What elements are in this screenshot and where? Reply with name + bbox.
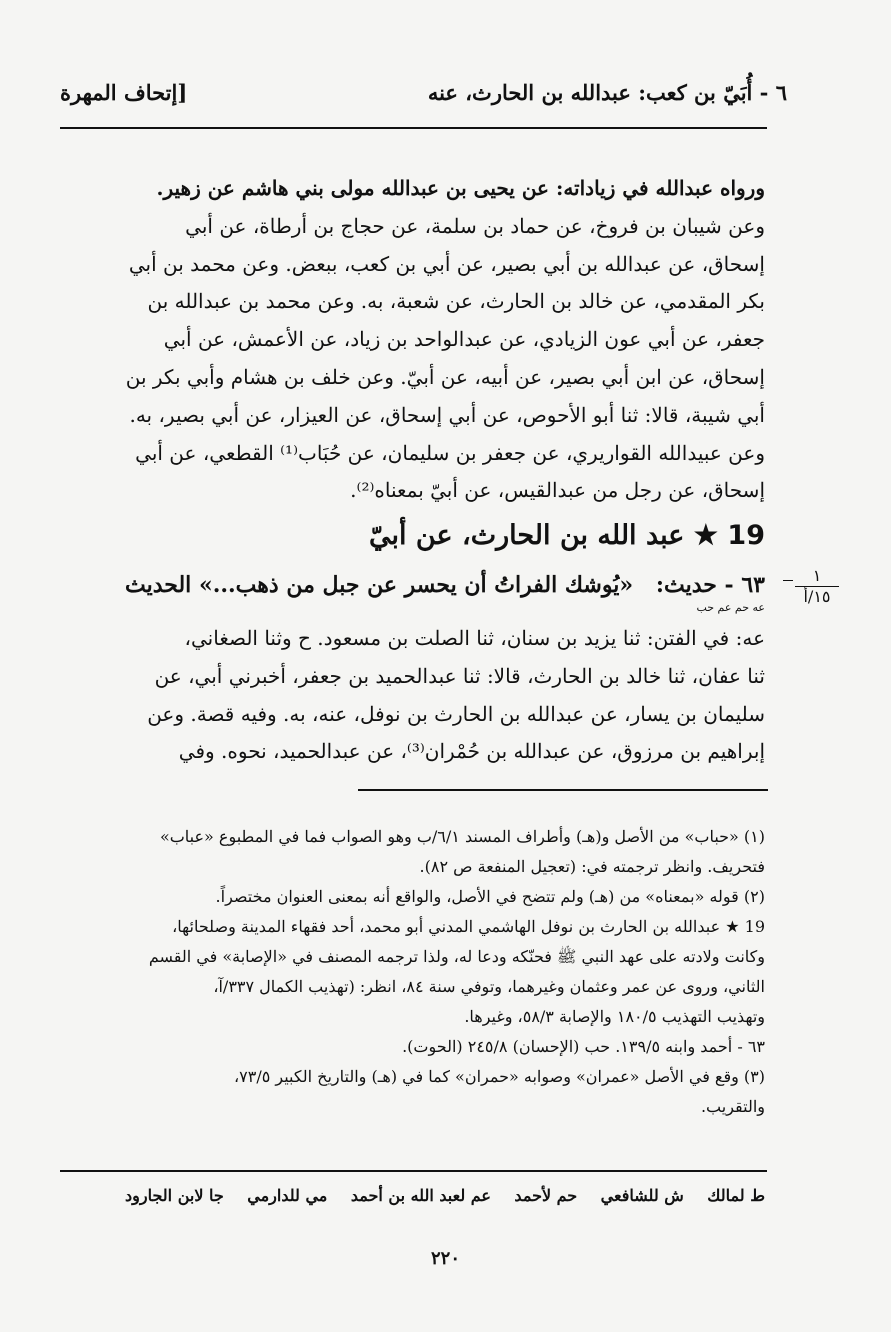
hadith-text: «يُوشك الفراتُ أن يحسر عن جبل من ذهب...» الحديث — [125, 572, 634, 598]
legend-item: جا لابن الجارود — [125, 1186, 224, 1205]
section-number: 19 — [727, 520, 765, 551]
body-line: ثنا عفان، ثنا خالد بن الحارث، قالا: ثنا عبدالحميد بن جعفر، أخبرني أبي، عن — [154, 663, 765, 688]
section-heading — [369, 520, 765, 551]
body-line: بكر المقدمي، عن خالد بن الحارث، عن شعبة، به. وعن محمد بن عبدالله بن — [147, 289, 765, 314]
body-line: سليمان بن يسار، عن عبدالله بن الحارث بن نوفل، عنه، به. وفيه قصة. وعن — [147, 701, 765, 726]
page-number: ٢٢٠ — [430, 1248, 460, 1269]
running-header-book: [إتحاف المهرة — [60, 80, 188, 105]
footnote-line: 19 ★ عبدالله بن الحارث بن نوفل الهاشمي المدني أبو محمد، أحد فقهاء المدينة وصلحائها، — [172, 917, 765, 936]
footnote-line: (١) «حباب» من الأصل و(هـ) وأطراف المسند ٦/١/ب وهو الصواب فما في المطبوع «عباب» — [159, 827, 765, 846]
body-line: جعفر، عن أبي عون الزيادي، عن عبدالواحد بن زياد، عن الأعمش، عن أبي — [163, 327, 765, 352]
body-line: عه: في الفتن: ثنا يزيد بن سنان، ثنا الصلت بن مسعود. ح وثنا الصغاني، — [184, 626, 765, 650]
footnote-rule — [358, 789, 768, 791]
footnote-line: فتحريف. وانظر ترجمته في: (تعجيل المنفعة ص ٨٢). — [419, 857, 765, 876]
header-rule — [60, 127, 767, 129]
footnote-line: وتهذيب التهذيب ١٨٠/٥ والإصابة ٥٨/٣، وغيرها. — [464, 1007, 765, 1026]
body-line: وعن عبيدالله القواريري، عن جعفر بن سليمان، عن حُبَاب⁽¹⁾ القطعي، عن أبي — [135, 440, 765, 465]
margin-dash — [783, 580, 793, 581]
abbreviation-legend — [125, 1186, 765, 1205]
folio-page: ١٥/أ — [803, 587, 831, 606]
footnote-line: (٢) قوله «بمعناه» من (هـ) ولم تتضح في الأصل، والواقع أنه بمعنى العنوان مختصراً. — [215, 887, 765, 906]
footnote-line: وكانت ولادته على عهد النبي ﷺ فحنّكه ودعا له، ولذا ترجمه المصنف في «الإصابة» في القسم — [148, 947, 765, 966]
legend-rule — [60, 1170, 767, 1172]
main-paragraph — [125, 170, 765, 510]
folio-number: ١ — [795, 566, 839, 587]
hadith-paragraph — [125, 620, 765, 771]
section-title: عبد الله بن الحارث، عن أبيّ — [369, 520, 685, 551]
footnote-line: (٣) وقع في الأصل «عمران» وصوابه «حمران» كما في (هـ) والتاريخ الكبير ٧٣/٥، — [233, 1067, 765, 1086]
running-header-chapter: ٦ - أُبَيّ بن كعب: عبدالله بن الحارث، عنه — [427, 80, 787, 105]
star-icon: ★ — [693, 520, 719, 551]
footnotes — [125, 822, 765, 1122]
footnote-line: ٦٣ - أحمد وابنه ١٣٩/٥. حب (الإحسان) ٢٤٥/٨ (الحوت). — [402, 1037, 765, 1056]
body-line: إبراهيم بن مرزوق، عن عبدالله بن حُمْران⁽³⁾، عن عبدالحميد، نحوه. وفي — [178, 739, 765, 764]
legend-item: حم لأحمد — [514, 1186, 578, 1205]
body-line: إسحاق، عن رجل من عبدالقيس، عن أبيّ بمعناه⁽²⁾. — [350, 478, 765, 503]
hadith-label: ٦٣ - حديث: — [655, 572, 765, 598]
manuscript-folio-ref — [795, 566, 839, 607]
hadith-source-codes: عه حم عم حب — [696, 601, 765, 614]
legend-item: عم لعبد الله بن أحمد — [350, 1186, 491, 1205]
body-line: إسحاق، عن عبدالله بن أبي بصير، عن أبي بن كعب، ببعض. وعن محمد بن أبي — [128, 251, 765, 276]
legend-item: ط لمالك — [707, 1186, 765, 1205]
footnote-line: الثاني، وروى عن عمر وعثمان وغيرهما، وتوفي سنة ٨٤، انظر: (تهذيب الكمال ٣٣٧/آ، — [213, 977, 765, 996]
footnote-line: والتقريب. — [700, 1097, 765, 1116]
legend-item: مي للدارمي — [247, 1186, 328, 1205]
legend-item: ش للشافعي — [600, 1186, 684, 1205]
body-line: إسحاق، عن ابن أبي بصير، عن أبيه، عن أبيّ. وعن خلف بن هشام وأبي بكر بن — [125, 364, 765, 389]
body-line: أبي شيبة، قالا: ثنا أبو الأحوص، عن أبي إسحاق، عن العيزار، عن أبي بصير، به. — [129, 402, 765, 427]
body-line: ورواه عبدالله في زياداته: عن يحيى بن عبدالله مولى بني هاشم عن زهير. — [156, 176, 765, 200]
body-line: وعن شيبان بن فروخ، عن حماد بن سلمة، عن حجاج بن أرطاة، عن أبي — [185, 213, 765, 238]
hadith-heading — [125, 572, 765, 598]
